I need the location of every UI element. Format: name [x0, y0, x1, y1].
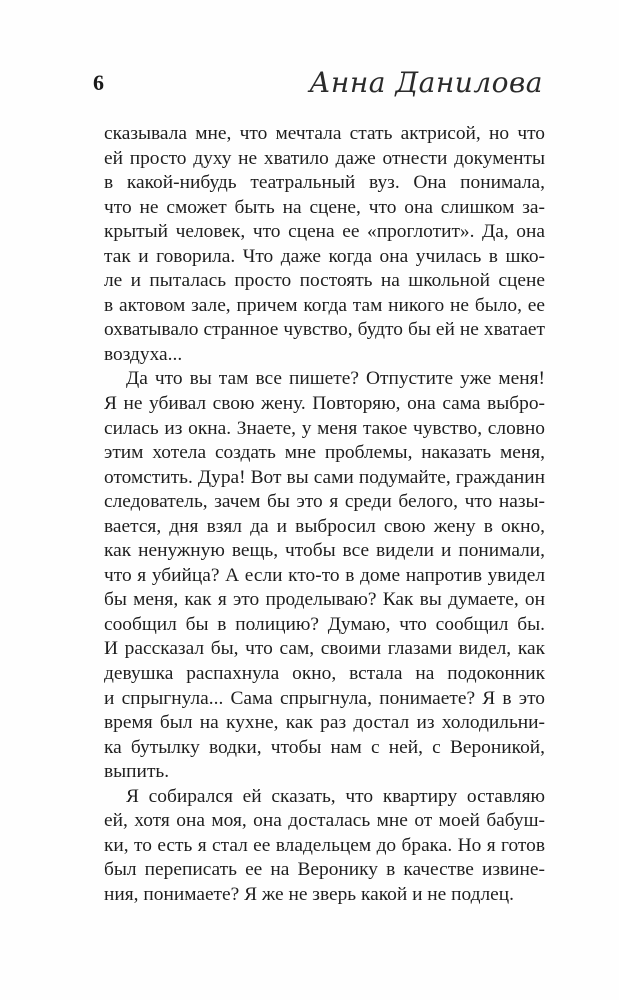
text-line: отомстить. Дура! Вот вы сами подумайте, гражданин — [104, 466, 545, 488]
running-header-author: Анна Данилова — [309, 66, 543, 99]
page-number: 6 — [93, 70, 104, 95]
paragraph — [104, 785, 545, 908]
text-line: как ненужную вещь, чтобы все видели и понимали, — [104, 540, 545, 562]
text-line: выпить. — [104, 761, 170, 783]
text-line: ки, то есть я стал ее владельцем до брака. Но я готов — [104, 834, 545, 856]
text-line: вается, дня взял да и выбросил свою жену в окно, — [104, 515, 545, 537]
text-line: И рассказал бы, что сам, своими глазами видел, как — [104, 638, 545, 660]
paragraph — [104, 367, 545, 784]
text-line: так и говорила. Что даже когда она училась в шко- — [104, 245, 545, 267]
text-line: в актовом зале, причем когда там никого не было, ее — [104, 294, 545, 316]
text-line: сказывала мне, что мечтала стать актрисой, но что — [104, 123, 545, 144]
text-line: девушка распахнула окно, встала на подоконник — [104, 663, 545, 685]
text-line: ей, хотя она моя, она досталась мне от моей бабуш- — [104, 810, 545, 832]
text-line: ния, понимаете? Я же не зверь какой и не подлец. — [104, 883, 515, 905]
text-line: этим хотела создать мне проблемы, наказать меня, — [104, 442, 545, 464]
text-line: силась из окна. Знаете, у меня такое чувство, словно — [104, 417, 545, 439]
text-line: был переписать ее на Веронику в качестве извине- — [104, 859, 545, 881]
text-line: ей просто духу не хватило даже отнести документы — [104, 147, 545, 169]
text-line: время был на кухне, как раз достал из холодильни- — [104, 712, 545, 734]
body-text — [104, 122, 545, 908]
text-line: следователь, зачем бы это я среди белого, что назы- — [104, 491, 545, 513]
text-line: ле и пыталась просто постоять на школьной сцене — [104, 270, 545, 292]
text-line: Я собирался ей сказать, что квартиру оставляю — [126, 785, 545, 807]
text-line: и спрыгнула... Сама спрыгнула, понимаете? Я в это — [104, 687, 545, 709]
text-line: в какой-нибудь театральный вуз. Она понимала, — [104, 172, 545, 194]
text-line: что не сможет быть на сцене, что она слишком за- — [104, 196, 545, 218]
text-line: крытый человек, что сцена ее «проглотит». Да, она — [104, 221, 545, 243]
text-line: Да что вы там все пишете? Отпустите уже меня! — [126, 368, 545, 390]
text-line: охватывало странное чувство, будто бы ей не хватает — [104, 319, 545, 341]
text-line: сообщил бы в полицию? Думаю, что сообщил бы. — [104, 613, 545, 635]
text-line: бы меня, как я это проделываю? Как вы думаете, он — [104, 589, 545, 611]
text-line: что я убийца? А если кто-то в доме напротив увидел — [104, 564, 545, 586]
text-line: Я не убивал свою жену. Повторяю, она сама выбро- — [104, 393, 545, 415]
paragraph — [104, 122, 545, 367]
text-line: воздуха... — [104, 343, 183, 365]
text-line: ка бутылку водки, чтобы нам с ней, с Вероникой, — [104, 736, 545, 758]
